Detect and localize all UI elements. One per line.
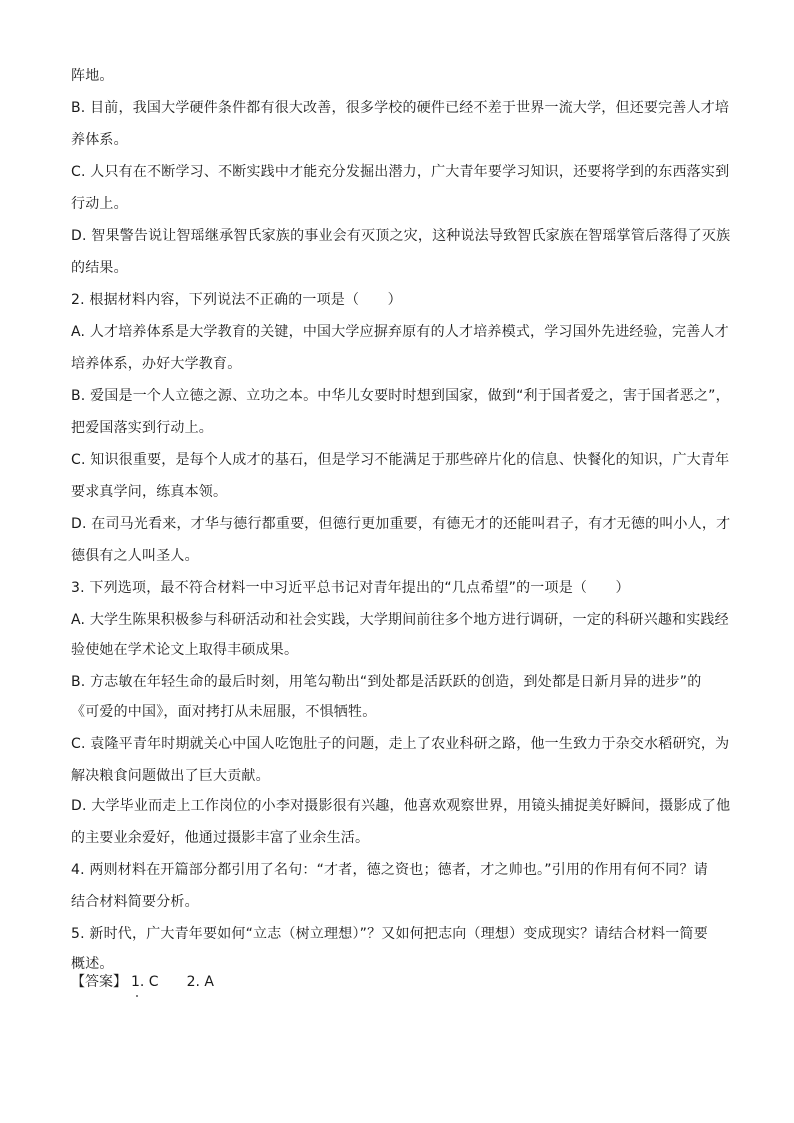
text-line: B. 方志敏在年轻生命的最后时刻，用笔勾勒出“到处都是活跃跃的创造，到处都是日新月异的进步”的	[71, 674, 702, 690]
text-line: 德俱有之人叫圣人。	[71, 548, 199, 564]
text-line: D. 在司马光看来，才华与德行都重要，但德行更加重要，有德无才的还能叫君子，有才无德的叫小人，才	[71, 516, 731, 532]
text-line: A. 人才培养体系是大学教育的关键，中国大学应摒弃原有的人才培养模式，学习国外先进经验，完善人才	[71, 324, 729, 340]
text-line: 行动上。	[71, 196, 128, 212]
text-line: 概述。	[71, 956, 114, 972]
text-line: 《可爱的中国》，面对拷打从未屈服，不惧牺牲。	[71, 704, 377, 720]
text-line: 养体系。	[71, 132, 128, 148]
text-line: 3. 下列选项，最不符合材料一中习近平总书记对青年提出的“几点希望”的一项是（ ）	[71, 580, 630, 596]
text-line: D. 大学毕业而走上工作岗位的小李对摄影很有兴趣，他喜欢观察世界，用镜头捕捉美好瞬间，摄影成了他	[71, 798, 731, 814]
text-line: 把爱国落实到行动上。	[71, 420, 213, 436]
answer-tag: 【答案】	[71, 974, 127, 990]
answer-line	[71, 972, 214, 992]
text-line: C. 袁隆平青年时期就关心中国人吃饱肚子的问题，走上了农业科研之路，他一生致力于杂交水稻研究，为	[71, 736, 730, 752]
text-line: 培养体系，办好大学教育。	[71, 356, 242, 372]
text-line: C. 人只有在不断学习、不断实践中才能充分发掘出潜力，广大青年要学习知识，还要将学到的东西落实到	[71, 164, 730, 180]
text-line: B. 爱国是一个人立德之源、立功之本。中华儿女要时时想到国家，做到“利于国者爱之，害于国者恶之”，	[71, 388, 730, 404]
text-line: 要求真学问，练真本领。	[71, 484, 228, 500]
text-line: 解决粮食问题做出了巨大贡献。	[71, 768, 270, 784]
text-line: 阵地。	[71, 68, 114, 84]
stray-dot-mark	[136, 995, 138, 997]
text-line: 的结果。	[71, 260, 128, 276]
text-line: 结合材料简要分析。	[71, 894, 199, 910]
text-line: 4. 两则材料在开篇部分都引用了名句：“才者，德之资也；德者，才之帅也。”引用的作用有何不同？请	[71, 862, 708, 878]
text-line: D. 智果警告说让智瑶继承智氏家族的事业会有灭顶之灾，这种说法导致智氏家族在智瑶掌管后落得了灭族	[71, 228, 731, 244]
text-line: 2. 根据材料内容，下列说法不正确的一项是（ ）	[71, 292, 402, 308]
answer-item-1: 1. C	[131, 974, 159, 990]
answer-item-2: 2. A	[186, 974, 214, 990]
text-line: 验使她在学术论文上取得丰硕成果。	[71, 642, 299, 658]
text-line: 5. 新时代，广大青年要如何“立志（树立理想）”？又如何把志向（理想）变成现实？请结合材料一简要	[71, 926, 708, 942]
text-line: C. 知识很重要，是每个人成才的基石，但是学习不能满足于那些碎片化的信息、快餐化的知识，广大青年	[71, 452, 730, 468]
text-line: B. 目前，我国大学硬件条件都有很大改善，很多学校的硬件已经不差于世界一流大学，但还要完善人才培	[71, 100, 730, 116]
text-line: A. 大学生陈果积极参与科研活动和社会实践，大学期间前往多个地方进行调研，一定的科研兴趣和实践经	[71, 612, 729, 628]
text-line: 的主要业余爱好，他通过摄影丰富了业余生活。	[71, 830, 370, 846]
